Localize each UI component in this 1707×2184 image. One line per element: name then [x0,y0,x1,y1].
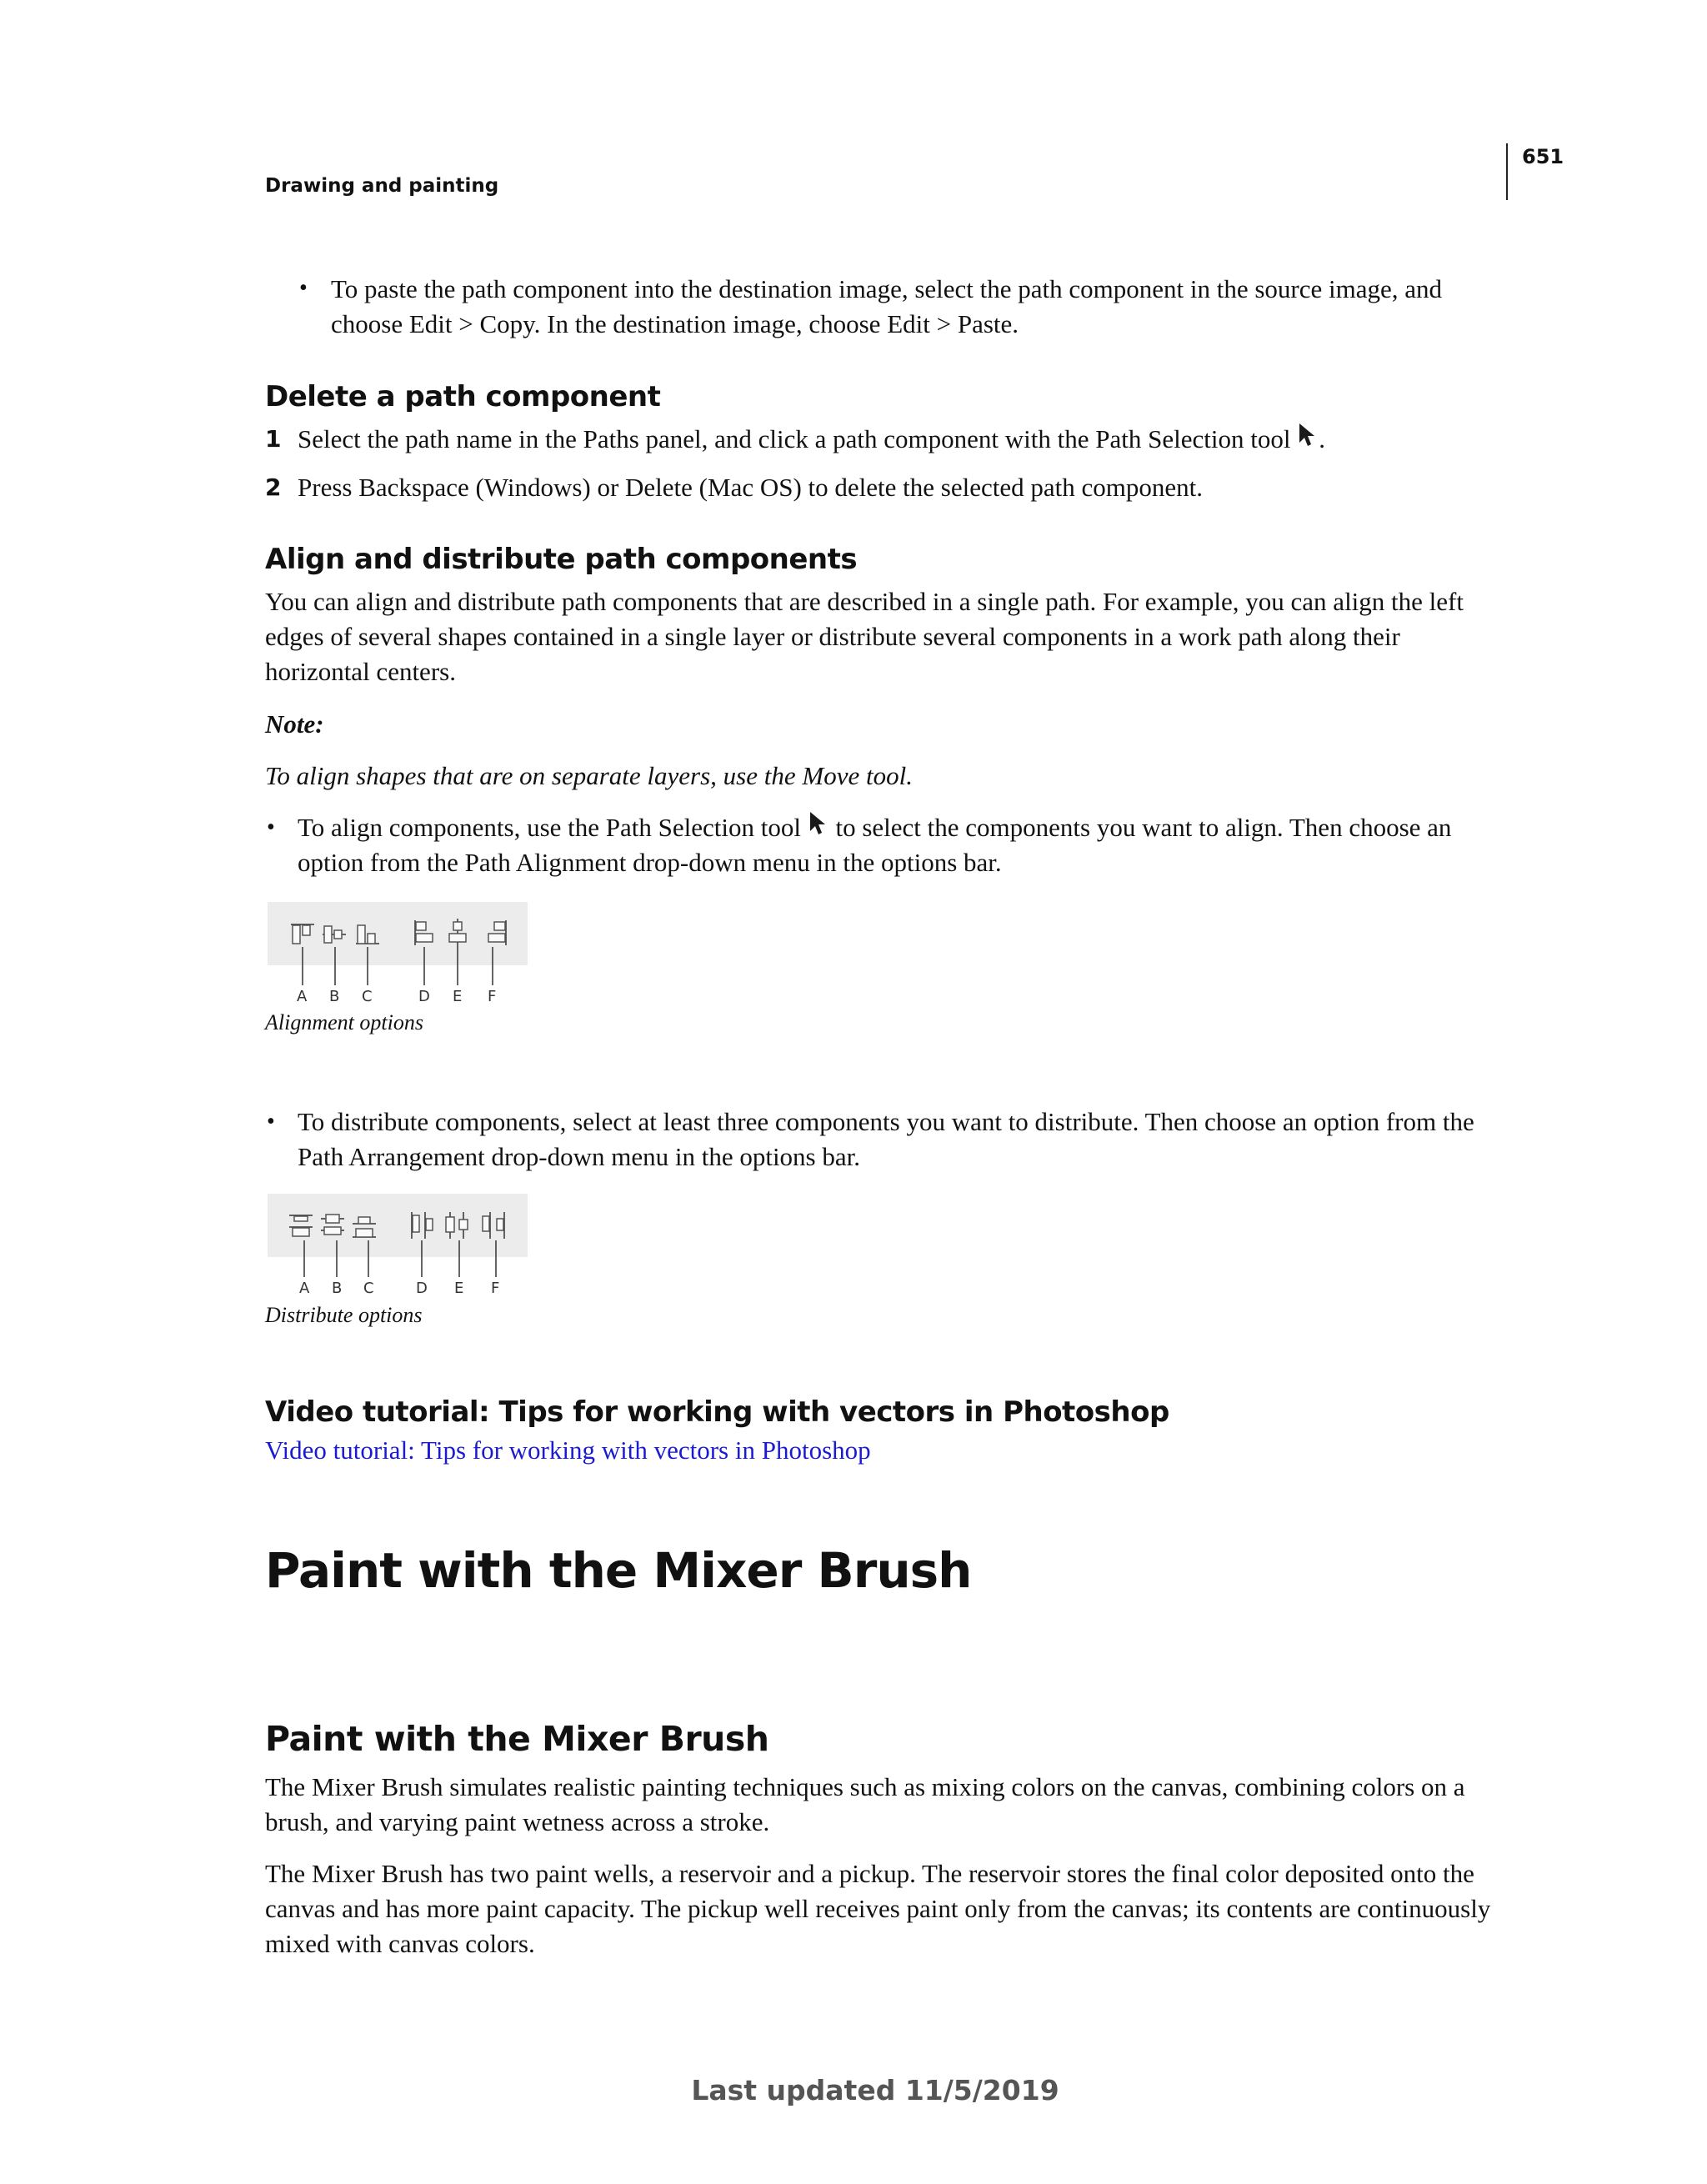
paste-bullet-line1: To paste the path component into the destination image, select the path component in the source image, and [331,274,1443,303]
step-2-number: 2 [265,473,282,501]
align-bullet-line2: option from the Path Alignment drop-down menu in the options bar. [298,848,1002,877]
section-header: Drawing and painting [265,175,499,197]
mixer-para2-line3: mixed with canvas colors. [265,1929,535,1958]
page-number: 651 [1522,145,1564,168]
alignment-caption: Alignment options [265,1010,423,1034]
delete-heading: Delete a path component [265,380,661,413]
option-letter-f: F [491,1280,500,1297]
mixer-para1-line1: The Mixer Brush simulates realistic painting techniques such as mixing colors on the canvas, combining colors on a [265,1772,1465,1801]
header-divider [1506,143,1508,200]
note-text: To align shapes that are on separate layers, use the Move tool. [265,761,913,790]
option-letter-a: A [297,988,308,1005]
distribute-bullet-line2: Path Arrangement drop-down menu in the options bar. [298,1142,860,1171]
alignment-options-figure [268,902,528,1014]
align-paragraph [265,584,1532,689]
chapter-title: Paint with the Mixer Brush [265,1542,972,1599]
mixer-paragraph-1 [265,1770,1532,1840]
path-selection-tool-icon [1297,423,1319,449]
align-heading: Align and distribute path components [265,543,858,576]
align-bullet-text-a: To align components, use the Path Selection tool [298,813,801,842]
note-label: Note: [265,709,324,739]
distribute-options-figure [268,1194,528,1305]
path-selection-tool-icon [808,811,829,838]
step-1-period: . [1319,424,1325,453]
option-letter-a: A [299,1280,310,1297]
distribute-caption: Distribute options [265,1303,423,1327]
option-letter-d: D [418,988,430,1005]
bullet-marker: • [267,814,275,840]
paste-bullet [331,272,1531,342]
option-letter-d: D [416,1280,428,1297]
bullet-marker: • [299,275,308,301]
step-1-label: Select the path name in the Paths panel, and click a path component with the Path Selection tool [298,424,1291,453]
mixer-paragraph-2 [265,1856,1532,1961]
mixer-para2-line1: The Mixer Brush has two paint wells, a reservoir and a pickup. The reservoir stores the final color deposited onto the [265,1859,1474,1888]
mixer-para2-line2: canvas and has more paint capacity. The pickup well receives paint only from the canvas; its contents are continuously [265,1894,1491,1923]
paste-bullet-line2: choose Edit > Copy. In the destination image, choose Edit > Paste. [331,309,1019,338]
align-para-line2: edges of several shapes contained in a single layer or distribute several components in a work path along their [265,622,1400,651]
option-letter-b: B [332,1280,343,1297]
align-para-line1: You can align and distribute path components that are described in a single path. For example, you can align the left [265,587,1464,616]
mixer-subheading: Paint with the Mixer Brush [265,1719,769,1759]
video-tutorial-link[interactable]: Video tutorial: Tips for working with vectors in Photoshop [265,1435,871,1465]
step-2-text: Press Backspace (Windows) or Delete (Mac OS) to delete the selected path component. [298,473,1203,502]
option-letter-f: F [488,988,497,1005]
align-bullet [298,810,1548,880]
distribute-bullet [298,1105,1548,1175]
align-para-line3: horizontal centers. [265,657,456,686]
mixer-para1-line2: brush, and varying paint wetness across a stroke. [265,1807,770,1836]
option-letter-e: E [453,988,463,1005]
align-bullet-text-b: to select the components you want to align. Then choose an [835,813,1452,842]
option-letter-c: C [362,988,373,1005]
option-letter-e: E [454,1280,464,1297]
align-bullet-line1 [298,810,1548,845]
option-letter-b: B [329,988,340,1005]
step-1-number: 1 [265,425,282,453]
step-1-text [298,422,1325,457]
bullet-marker: • [267,1109,275,1135]
option-letter-c: C [363,1280,374,1297]
video-heading: Video tutorial: Tips for working with vectors in Photoshop [265,1395,1169,1429]
last-updated-footer: Last updated 11/5/2019 [691,2074,1059,2106]
distribute-bullet-line1: To distribute components, select at least three components you want to distribute. Then choose an option from the [298,1107,1474,1136]
